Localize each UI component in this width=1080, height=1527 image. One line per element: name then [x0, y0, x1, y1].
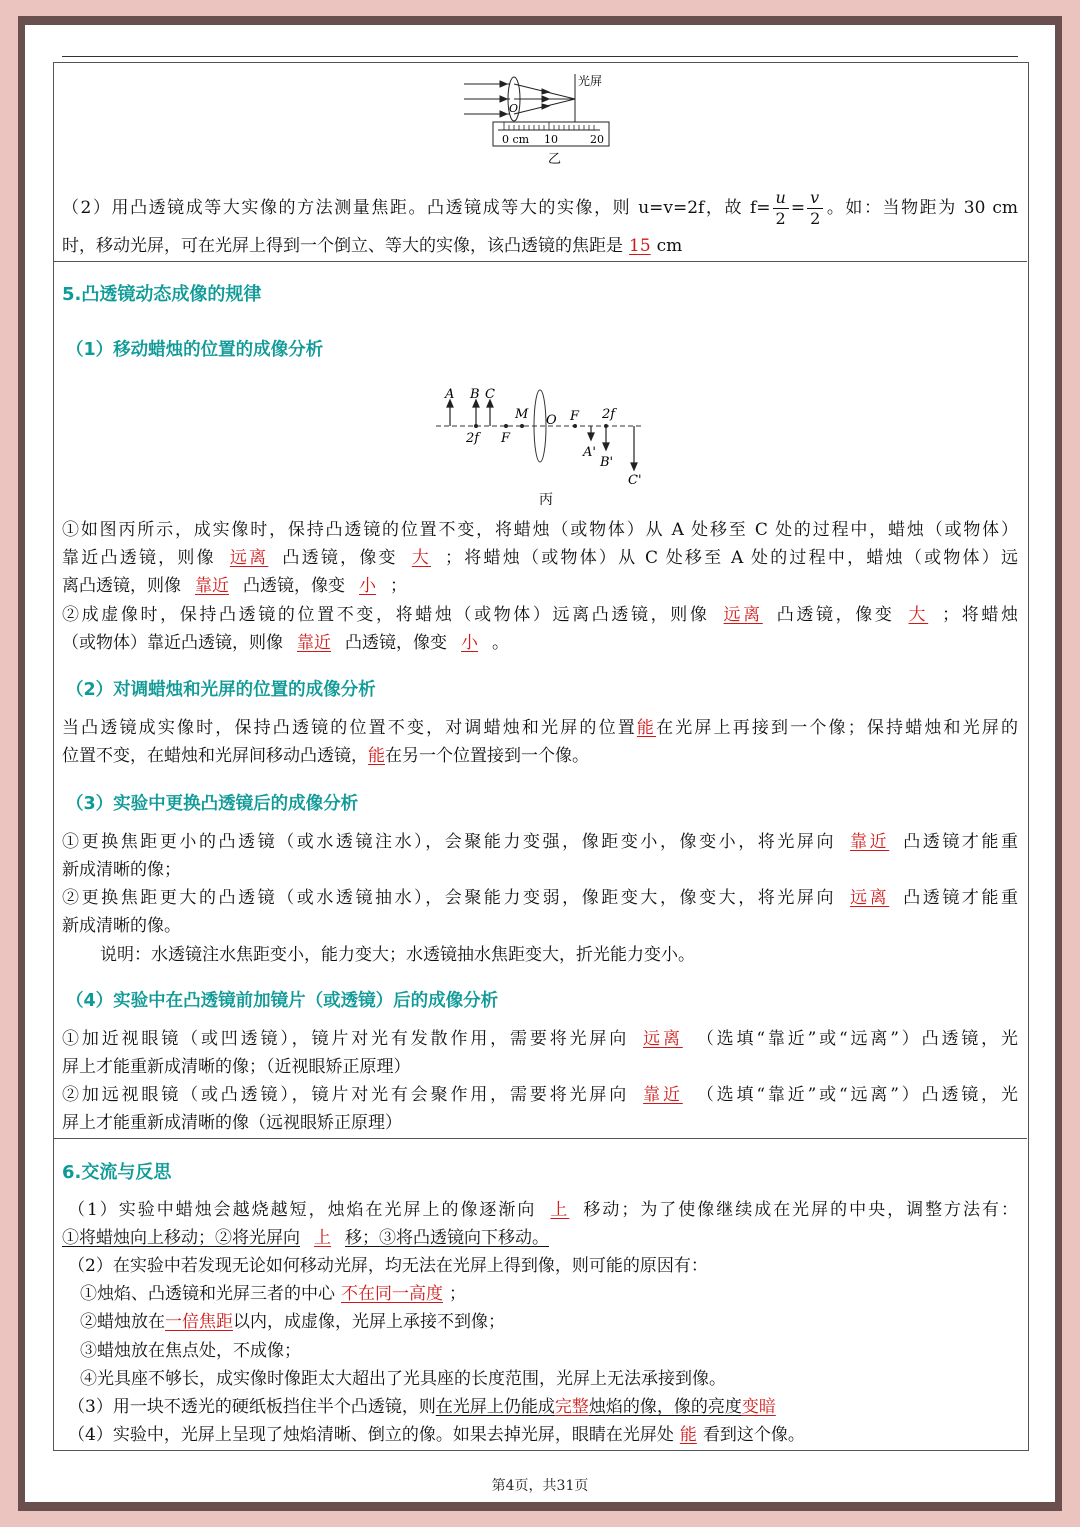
- text: （2）在实验中若发现无论如何移动光屏，均无法在光屏上得到像，则可能的原因有：: [68, 1256, 708, 1276]
- p-move-3: [62, 572, 1018, 600]
- label-b-prime: B': [600, 455, 614, 470]
- answer: 能: [368, 746, 385, 766]
- label-a-prime: A': [583, 445, 596, 460]
- text: ②更换焦距更大的凸透镜（或水透镜抽水），会聚能力变弱，像距变大，像变大，将光屏向: [62, 888, 837, 908]
- text: cm: [656, 236, 683, 256]
- text: 说明：水透镜注水焦距变小，能力变大；水透镜抽水焦距变大，折光能力变小。: [100, 945, 695, 965]
- text: ②加远视眼镜（或凸透镜），镜片对光有会聚作用，需要将光屏向: [62, 1085, 630, 1105]
- text: 以内，成虚像，光屏上承接不到像；: [233, 1312, 505, 1332]
- text: 新成清晰的像；: [62, 860, 181, 880]
- row-divider: [53, 261, 1027, 262]
- figure-caption: 丙: [539, 492, 553, 508]
- text: ①烛焰、凸透镜和光屏三者的中心: [80, 1284, 335, 1304]
- p-reflect-1: [68, 1196, 1018, 1224]
- text: （4）实验中，光屏上呈现了烛焰清晰、倒立的像。如果去掉光屏，眼睛在光屏处: [68, 1425, 674, 1445]
- page-number: 第4页，共31页: [491, 1478, 589, 1494]
- label-c-prime: C': [628, 473, 642, 488]
- scale-twenty: 20: [590, 133, 604, 146]
- text: 凸透镜才能重: [903, 888, 1019, 908]
- text: ①加近视眼镜（或凹透镜），镜片对光有发散作用，需要将光屏向: [62, 1029, 630, 1049]
- p-replace-4: [62, 912, 1018, 940]
- text: 时，移动光屏，可在光屏上得到一个倒立、等大的实像，该凸透镜的焦距是: [62, 236, 623, 256]
- text: ③蜡烛放在焦点处，不成像；: [80, 1341, 301, 1361]
- text: （1）实验中蜡烛会越烧越短，烛焰在光屏上的像逐渐向: [68, 1200, 537, 1220]
- answer: 靠近: [643, 1085, 683, 1105]
- text: 凸透镜，像变: [776, 605, 895, 625]
- header-rule: [62, 56, 1018, 57]
- p-lens-4: [62, 1109, 1018, 1137]
- p-reflect-8: [68, 1393, 1024, 1421]
- answer: 一倍焦距: [165, 1312, 233, 1332]
- p-swap-1: [62, 714, 1018, 742]
- text: ①更换焦距更小的凸透镜（或水透镜注水），会聚能力变强，像距变小，像变小，将光屏向: [62, 832, 837, 852]
- text: ；将蜡烛: [942, 605, 1019, 625]
- p-replace-2: [62, 856, 1018, 884]
- answer: 远离: [229, 548, 269, 568]
- text: ②成虚像时，保持凸透镜的位置不变，将蜡烛（或物体）远离凸透镜，则像: [62, 605, 710, 625]
- screen-label: 光屏: [578, 74, 603, 88]
- text: 当凸透镜成实像时，保持凸透镜的位置不变，对调蜡烛和光屏的位置: [62, 718, 637, 738]
- label-o: O: [546, 413, 557, 428]
- answer: 能: [679, 1425, 697, 1445]
- label-f-right: F: [570, 409, 580, 424]
- subsection-title: （2）对调蜡烛和光屏的位置的成像分析: [66, 680, 376, 700]
- p-reflect-6: [80, 1337, 1036, 1365]
- answer: 大: [411, 548, 432, 568]
- text: 离凸透镜，则像: [62, 576, 181, 596]
- answer: 靠近: [297, 633, 331, 653]
- text: 新成清晰的像。: [62, 916, 181, 936]
- numerator: v: [807, 190, 823, 209]
- text: （3）用一块不透光的硬纸板挡住半个凸透镜，则: [68, 1397, 436, 1417]
- p-reflect-9: [68, 1421, 1024, 1449]
- label-m: M: [515, 407, 529, 422]
- text: 屏上才能重新成清晰的像；（近视眼矫正原理）: [62, 1057, 411, 1077]
- answer-focal-length: 15: [629, 236, 651, 256]
- text: 。如：当物距为 30 cm: [825, 198, 1018, 218]
- fraction-v-over-2: [807, 190, 823, 227]
- sec4-line2: [62, 232, 1018, 260]
- p-reflect-5: [80, 1308, 1036, 1336]
- text: （选填“靠近”或“远离”）凸透镜，光: [696, 1029, 1019, 1049]
- denominator: 2: [775, 209, 786, 228]
- text: （选填“靠近”或“远离”）凸透镜，光: [696, 1085, 1019, 1105]
- subsection-title: （1）移动蜡烛的位置的成像分析: [66, 340, 324, 360]
- answer: 远离: [723, 605, 763, 625]
- fraction-u-over-2: [773, 190, 789, 227]
- label-a: A: [445, 387, 455, 402]
- text: ①将蜡烛向上移动；②将光屏向: [62, 1228, 300, 1248]
- scale-ten: 10: [544, 133, 558, 146]
- section-title: 5.凸透镜动态成像的规律: [62, 284, 262, 305]
- p-lens-3: [62, 1081, 1018, 1109]
- subsection-title: （3）实验中更换凸透镜后的成像分析: [66, 794, 359, 814]
- text: 凸透镜才能重: [903, 832, 1019, 852]
- text: ①如图丙所示，成实像时，保持凸透镜的位置不变，将蜡烛（或物体）从 A 处移至 C 处的过程中，蜡烛（或物体）: [62, 520, 1018, 540]
- text: ；将蜡烛（或物体）从 C 处移至 A 处的过程中，蜡烛（或物体）远: [445, 548, 1019, 568]
- p-move-4: [62, 601, 1018, 629]
- label-b: B: [470, 387, 480, 402]
- p-reflect-3: [68, 1252, 1024, 1280]
- subsection-title: （4）实验中在凸透镜前加镜片（或透镜）后的成像分析: [66, 991, 499, 1011]
- p-swap-2: [62, 742, 1018, 770]
- answer: 远离: [643, 1029, 683, 1049]
- p-replace-note: [100, 941, 1000, 969]
- section-title: 6.交流与反思: [62, 1162, 172, 1183]
- answer: 远离: [850, 888, 890, 908]
- label-2f-right: 2f: [602, 407, 616, 422]
- label-c: C: [485, 387, 495, 402]
- text: ；: [449, 1284, 466, 1304]
- text: 位置不变，在蜡烛和光屏间移动凸透镜，: [62, 746, 368, 766]
- text: 。: [492, 633, 509, 653]
- p-reflect-4: [80, 1280, 1036, 1308]
- answer: 小: [461, 633, 478, 653]
- answer: 靠近: [850, 832, 890, 852]
- p-replace-1: [62, 828, 1018, 856]
- answer: 完整: [554, 1397, 589, 1417]
- sec4-line1: [62, 190, 1018, 227]
- p-move-2: [62, 544, 1018, 572]
- p-move-1: [62, 516, 1018, 544]
- p-reflect-2: [62, 1224, 1018, 1252]
- text: 在光屏上再接到一个像；保持蜡烛和光屏的: [656, 718, 1019, 738]
- text: 屏上才能重新成清晰的像（远视眼矫正原理）: [62, 1113, 402, 1133]
- figure-bing: [430, 380, 660, 510]
- text: 烛焰的像，像的亮度: [588, 1397, 742, 1417]
- answer: 变暗: [741, 1397, 776, 1417]
- text: ；: [390, 576, 407, 596]
- text: 凸透镜，像变: [345, 633, 447, 653]
- answer: 能: [636, 718, 657, 738]
- p-lens-2: [62, 1053, 1018, 1081]
- text: 在另一个位置接到一个像。: [385, 746, 589, 766]
- text: （2）用凸透镜成等大实像的方法测量焦距。凸透镜成等大的实像，则 u=v=2f，故 f=: [62, 198, 771, 218]
- denominator: 2: [810, 209, 821, 228]
- text: 凸透镜，像变: [243, 576, 345, 596]
- answer: 靠近: [195, 576, 229, 596]
- figure-yi: [460, 70, 620, 170]
- text: 靠近凸透镜，则像: [62, 548, 216, 568]
- answer: 大: [908, 605, 929, 625]
- label-2f-left: 2f: [466, 431, 480, 446]
- equals: =: [790, 198, 806, 218]
- answer: 不在同一高度: [341, 1284, 443, 1304]
- row-divider: [53, 1138, 1027, 1139]
- o-label: O: [509, 102, 519, 115]
- answer: 上: [550, 1200, 570, 1220]
- text: 凸透镜，像变: [282, 548, 398, 568]
- figure-caption: 乙: [548, 152, 562, 167]
- text: 移；③将凸透镜向下移动。: [345, 1228, 549, 1248]
- p-replace-3: [62, 884, 1018, 912]
- answer: 小: [359, 576, 376, 596]
- answer: 上: [314, 1228, 331, 1248]
- p-reflect-7: [80, 1365, 1036, 1393]
- label-f-left: F: [501, 431, 511, 446]
- scale-zero: 0 cm: [502, 133, 530, 146]
- numerator: u: [773, 190, 789, 209]
- text: 看到这个像。: [702, 1425, 805, 1445]
- text: 在光屏上仍能成: [435, 1397, 555, 1417]
- text: ②蜡烛放在: [80, 1312, 165, 1332]
- text: ④光具座不够长，成实像时像距太大超出了光具座的长度范围，光屏上无法承接到像。: [80, 1369, 726, 1389]
- p-move-5: [62, 629, 1018, 657]
- text: （或物体）靠近凸透镜，则像: [62, 633, 283, 653]
- text: 移动；为了使像继续成在光屏的中央，调整方法有：: [583, 1200, 1018, 1220]
- p-lens-1: [62, 1025, 1018, 1053]
